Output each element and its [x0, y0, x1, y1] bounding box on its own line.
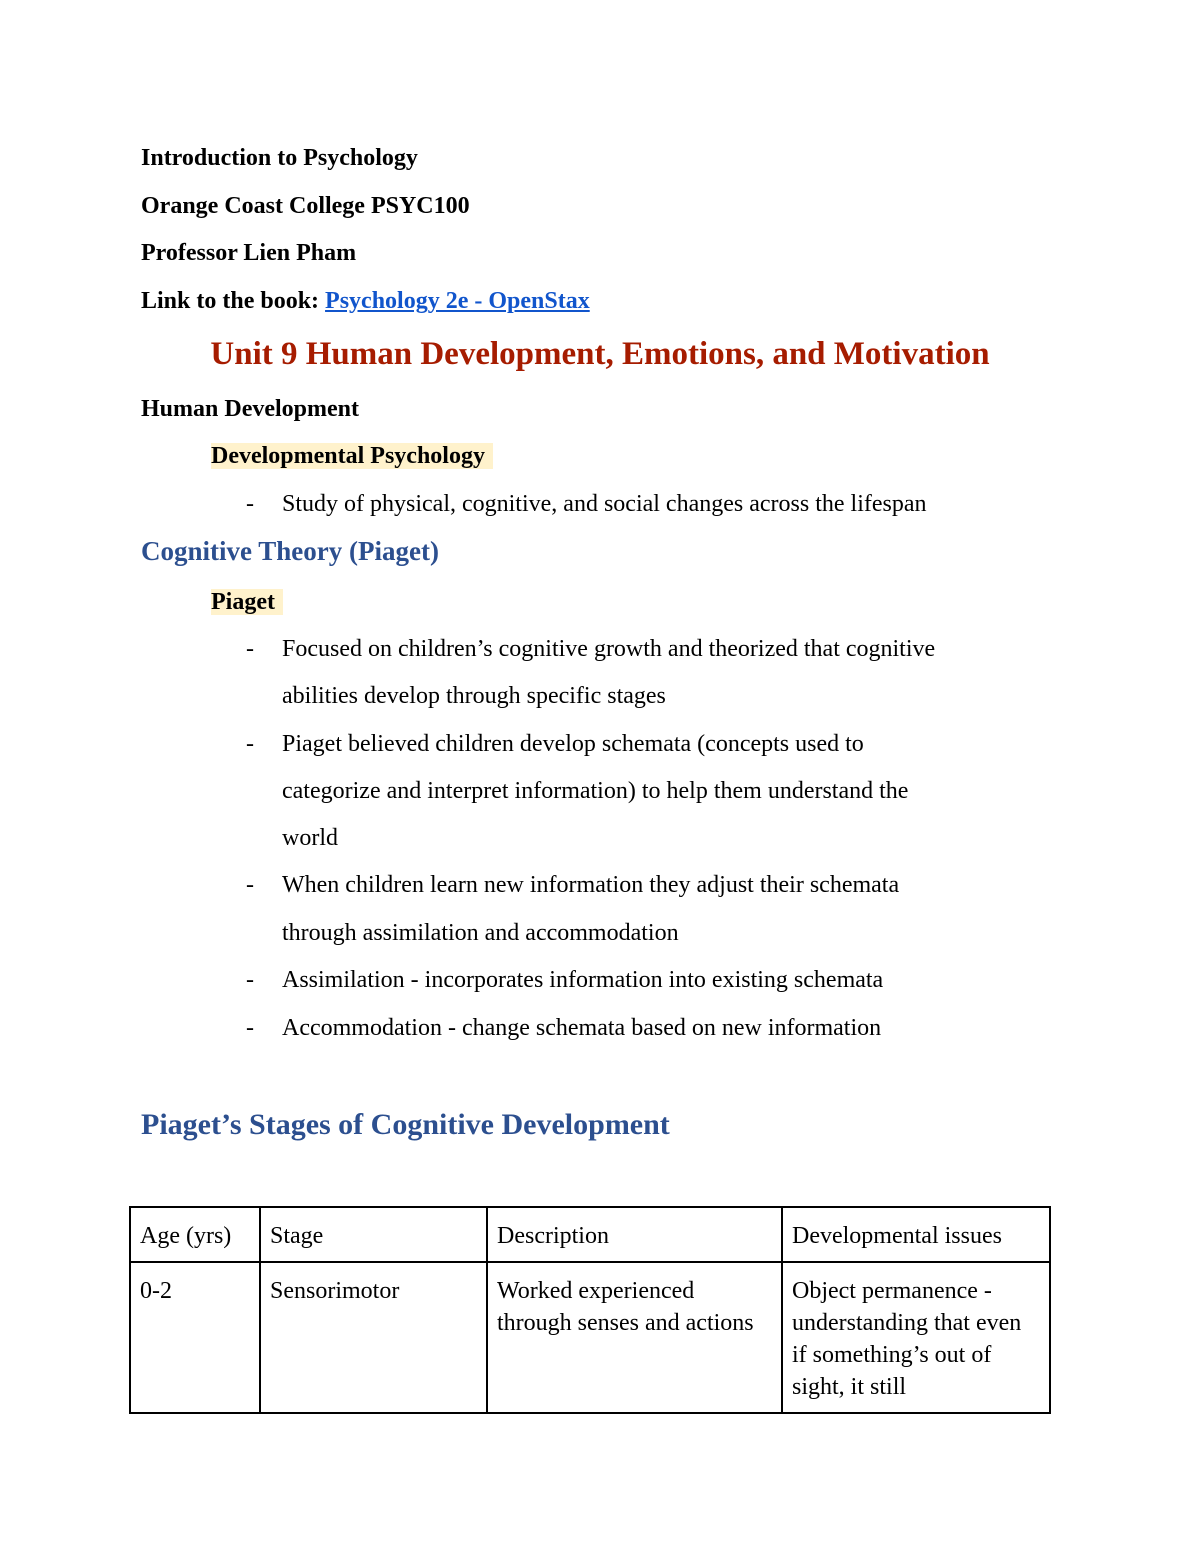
cognitive-theory-heading: Cognitive Theory (Piaget) [141, 536, 439, 566]
header-stage: Stage [260, 1207, 487, 1262]
cell-issues: Object permanence - understanding that even if something’s out of sight, it still [782, 1262, 1050, 1413]
college-line: Orange Coast College PSYC100 [141, 193, 470, 219]
stages-heading: Piaget’s Stages of Cognitive Development [141, 1108, 670, 1141]
piaget-term [211, 587, 283, 617]
bullet-dash: - [246, 1015, 254, 1041]
developmental-psychology-term [211, 441, 493, 471]
bullet-dash: - [246, 731, 254, 757]
cell-stage: Sensorimotor [260, 1262, 487, 1413]
unit-title: Unit 9 Human Development, Emotions, and Motivation [210, 336, 990, 372]
human-development-heading: Human Development [141, 396, 359, 422]
list-item: Focused on children’s cognitive growth and theorized that cognitive [282, 636, 936, 662]
list-item-continuation: categorize and interpret information) to help them understand the [282, 778, 909, 804]
list-item-continuation: world [282, 825, 338, 851]
list-item: Assimilation - incorporates information into existing schemata [282, 967, 884, 993]
list-item-continuation: abilities develop through specific stages [282, 683, 666, 709]
bullet-dash: - [246, 636, 254, 662]
stages-table [129, 1206, 1051, 1414]
table-header-row [130, 1207, 1050, 1262]
list-item: Piaget believed children develop schemata (concepts used to [282, 731, 864, 757]
professor-line: Professor Lien Pham [141, 240, 357, 266]
book-link[interactable]: Psychology 2e - OpenStax [325, 288, 590, 314]
cell-description: Worked experienced through senses and actions [487, 1262, 782, 1413]
header-description: Description [487, 1207, 782, 1262]
header-age: Age (yrs) [130, 1207, 260, 1262]
table-row [130, 1262, 1050, 1413]
bullet-dash: - [246, 491, 254, 517]
header-issues: Developmental issues [782, 1207, 1050, 1262]
list-item: Accommodation - change schemata based on new information [282, 1015, 882, 1041]
piaget-highlight: Piaget [211, 589, 283, 615]
book-link-line [141, 286, 590, 316]
course-title: Introduction to Psychology [141, 145, 418, 171]
list-item: When children learn new information they adjust their schemata [282, 872, 900, 898]
book-link-label: Link to the book: [141, 288, 320, 314]
cell-age: 0-2 [130, 1262, 260, 1413]
developmental-psychology-highlight: Developmental Psychology [211, 443, 493, 469]
list-item-continuation: through assimilation and accommodation [282, 920, 679, 946]
list-item: Study of physical, cognitive, and social changes across the lifespan [282, 491, 927, 517]
bullet-dash: - [246, 967, 254, 993]
bullet-dash: - [246, 872, 254, 898]
